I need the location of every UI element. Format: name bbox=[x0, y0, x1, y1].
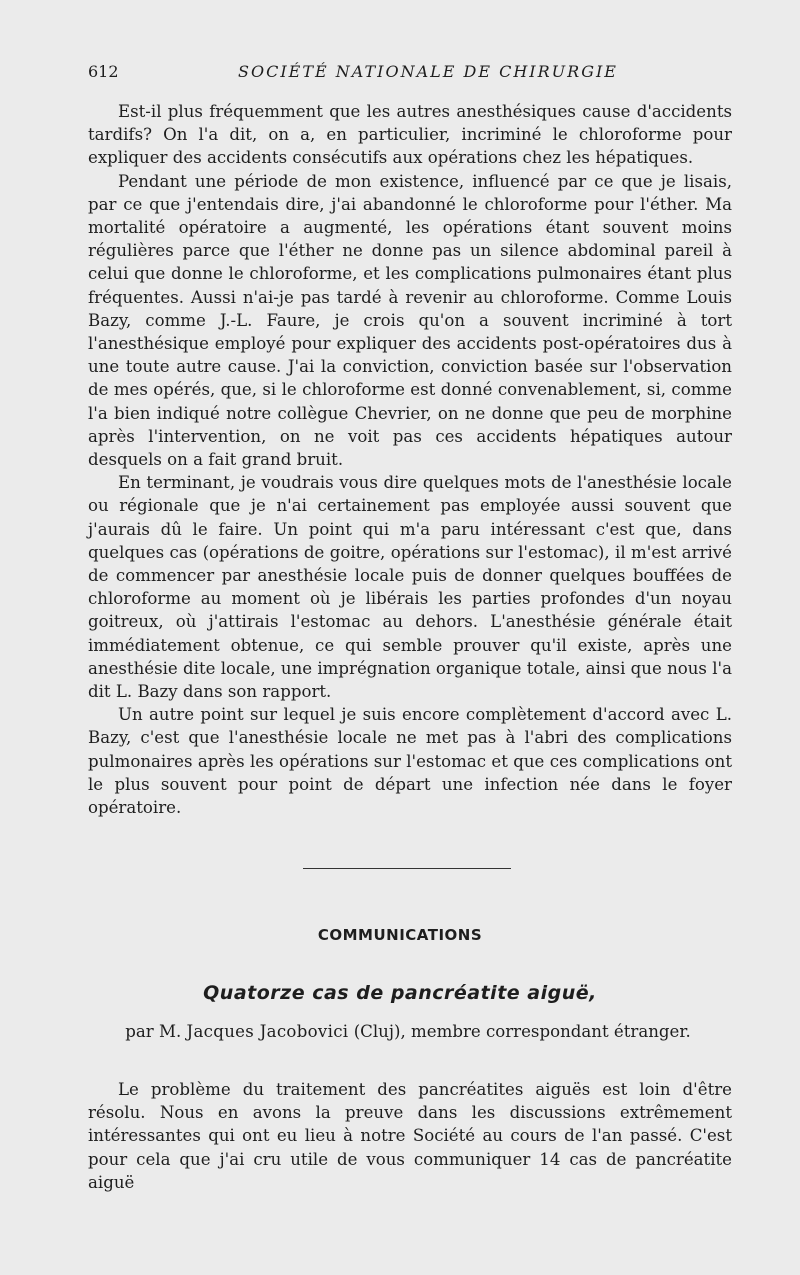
byline-author: Jacques Jacobovici bbox=[186, 1022, 349, 1041]
running-title: SOCIÉTÉ NATIONALE DE CHIRURGIE bbox=[238, 62, 618, 81]
section-divider bbox=[303, 868, 511, 869]
paragraph-chloroforme-ether: Pendant une période de mon existence, influencé par ce que je lisais, par ce que j'entendais dire, j'ai abandonné le chloroforme pour l'éther. Ma mortalité opératoire a augmenté, les opérations étant souvent moins régulières parce que l'éther ne donne pas un silence abdominal pareil à celui que donne le chloroforme, et les complications pulmonaires étant plus fréquentes. Aussi n'ai-je pas tardé à revenir au chloroforme. Comme Louis Bazy, comme J.-L. Faure, je crois qu'on a souvent incriminé à tort l'anesthésique employé pour expliquer des accidents post-opératoires dus à une toute autre cause. J'ai la conviction, conviction basée sur l'observation de mes opérés, que, si le chloroforme est donné convenablement, si, comme l'a bien indiqué notre collègue Chevrier, on ne donne que peu de morphine après l'intervention, on ne voit pas ces accidents hépatiques autour desquels on a fait grand bruit. bbox=[88, 171, 732, 470]
article-byline bbox=[0, 1020, 800, 1043]
byline-prefix: par M. bbox=[125, 1022, 187, 1041]
paragraph-anesthesie-locale: En terminant, je voudrais vous dire quelques mots de l'anesthésie locale ou régionale que je n'ai certainement pas employée aussi souvent que j'aurais dû le faire. Un point qui m'a paru intéressant c'est que, dans quelques cas (opérations de goitre, opérations sur l'estomac), il m'est arrivé de commencer par anesthésie locale puis de donner quelques bouffées de chloroforme au moment où je libérais les parties profondes d'un noyau goitreux, où j'attirais l'estomac au dehors. L'anesthésie générale était immédiatement obtenue, ce qui semble prouver qu'il existe, après une anesthésie dite locale, une imprégnation organique totale, ainsi que nous l'a dit L. Bazy dans son rapport. bbox=[88, 473, 732, 702]
page-header bbox=[88, 62, 728, 86]
paragraph-complications-pulmonaires: Un autre point sur lequel je suis encore complètement d'accord avec L. Bazy, c'est que l'anesthésie locale ne met pas à l'abri des complications pulmonaires après les opérations sur l'estomac et que ces complications ont le plus souvent pour point de départ une infection née dans le foyer opératoire. bbox=[88, 705, 732, 818]
paragraph-accidents-tardifs: Est-il plus fréquemment que les autres anesthésiques cause d'accidents tardifs? On l'a dit, on a, en particulier, incriminé le chloroforme pour expliquer des accidents consécutifs aux opérations chez les hépatiques. bbox=[88, 102, 732, 168]
article-body bbox=[88, 1078, 732, 1194]
page-number: 612 bbox=[88, 62, 119, 81]
paragraph-article-intro: Le problème du traitement des pancréatites aiguës est loin d'être résolu. Nous en avons la preuve dans les discussions extrêmement intéressantes qui ont eu lieu à notre Société au cours de l'an passé. C'est pour cela que j'ai cru utile de vous communiquer 14 cas de pancréatite aiguë bbox=[88, 1080, 732, 1192]
article-title: Quatorze cas de pancréatite aiguë, bbox=[203, 982, 597, 1004]
body-text bbox=[88, 100, 732, 819]
section-heading: COMMUNICATIONS bbox=[317, 926, 483, 944]
byline-suffix: (Cluj), membre correspondant étranger. bbox=[348, 1022, 691, 1041]
